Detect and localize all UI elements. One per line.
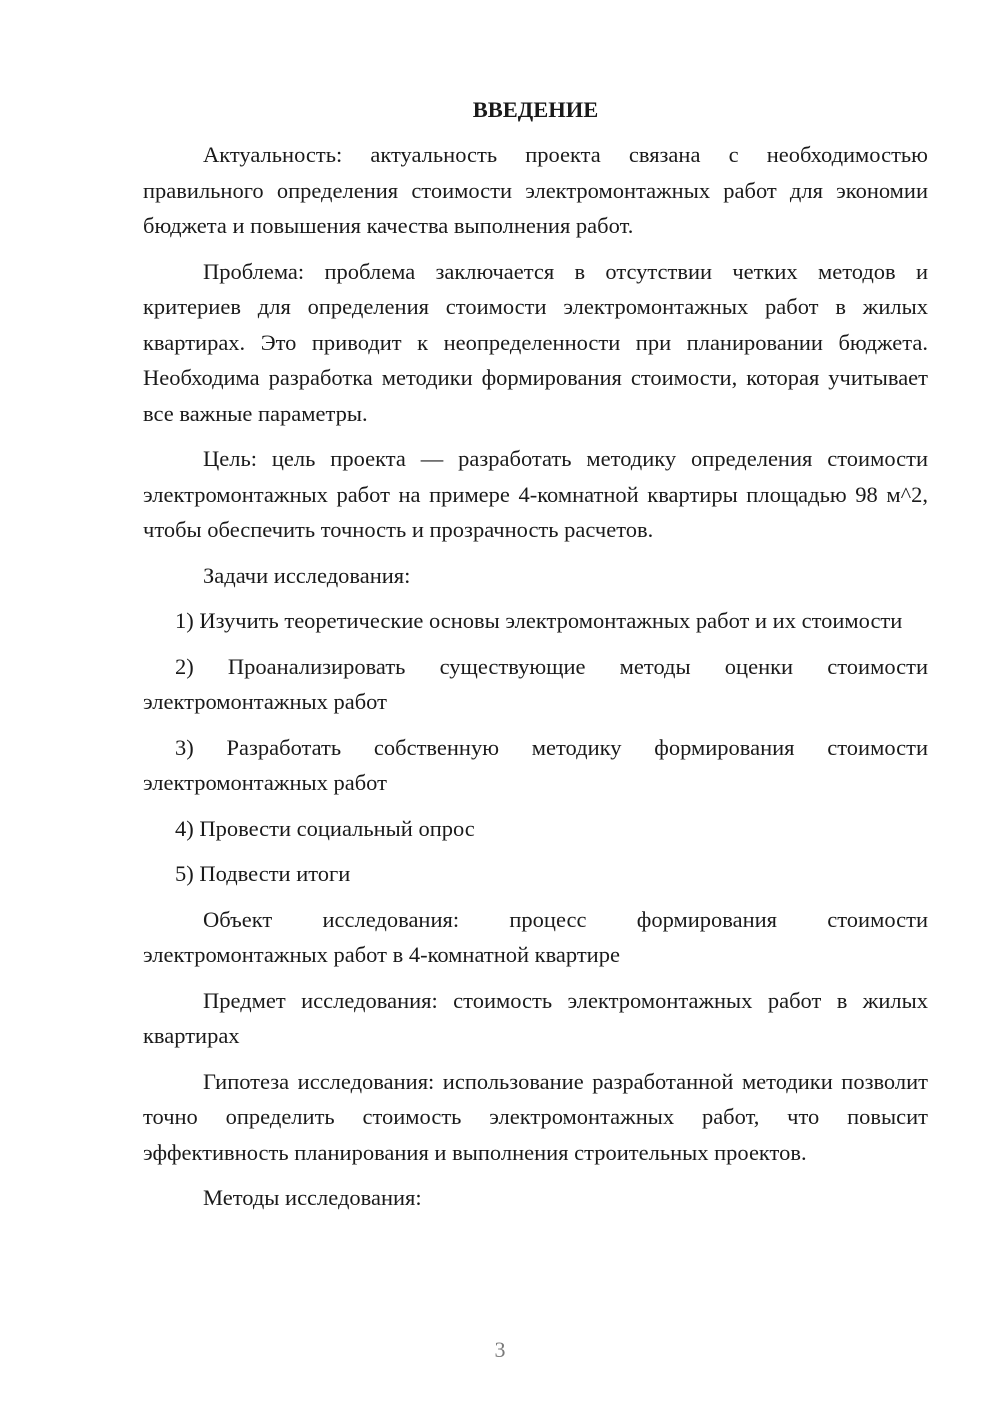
task-item-2: 2) Проанализировать существующие методы оценки стоимости электромонтажных работ [143, 653, 928, 714]
task-item-3: 3) Разработать собственную методику формирования стоимости электромонтажных работ [143, 734, 928, 795]
task-item-4: 4) Провести социальный опрос [175, 815, 475, 841]
task-item-1: 1) Изучить теоретические основы электромонтажных работ и их стоимости [175, 608, 903, 633]
task-item-5: 5) Подвести итоги [175, 861, 351, 886]
tasks-heading: Задачи исследования: [203, 562, 411, 588]
methods-heading: Методы исследования: [203, 1185, 422, 1210]
object-paragraph: Объект исследования: процесс формирования стоимости электромонтажных работ в 4-комнатной квартире [143, 906, 928, 967]
problem-paragraph: Проблема: проблема заключается в отсутствии четких методов и критериев для определения стоимости электромонтажных работ в жилых квартирах. Это приводит к неопределенности при планировании бюджета. Необходима разработка методики формирования стоимости, которая учитывает все важные параметры. [143, 258, 928, 426]
relevance-paragraph: Актуальность: актуальность проекта связана с необходимостью правильного определения стоимости электромонтажных работ для экономии бюджета и повышения качества выполнения работ. [143, 142, 928, 238]
subject-paragraph: Предмет исследования: стоимость электромонтажных работ в жилых квартирах [143, 987, 928, 1048]
page-title: ВВЕДЕНИЕ [472, 97, 599, 122]
hypothesis-paragraph: Гипотеза исследования: использование разработанной методики позволит точно определить стоимость электромонтажных работ, что повысит эффективность планирования и выполнения строительных проектов. [143, 1068, 928, 1165]
page-content [143, 95, 928, 1226]
goal-paragraph: Цель: цель проекта — разработать методику определения стоимости электромонтажных работ на примере 4-комнатной квартиры площадью 98 м^2, чтобы обеспечить точность и прозрачность расчетов. [143, 446, 928, 542]
page-number: 3 [494, 1337, 506, 1362]
